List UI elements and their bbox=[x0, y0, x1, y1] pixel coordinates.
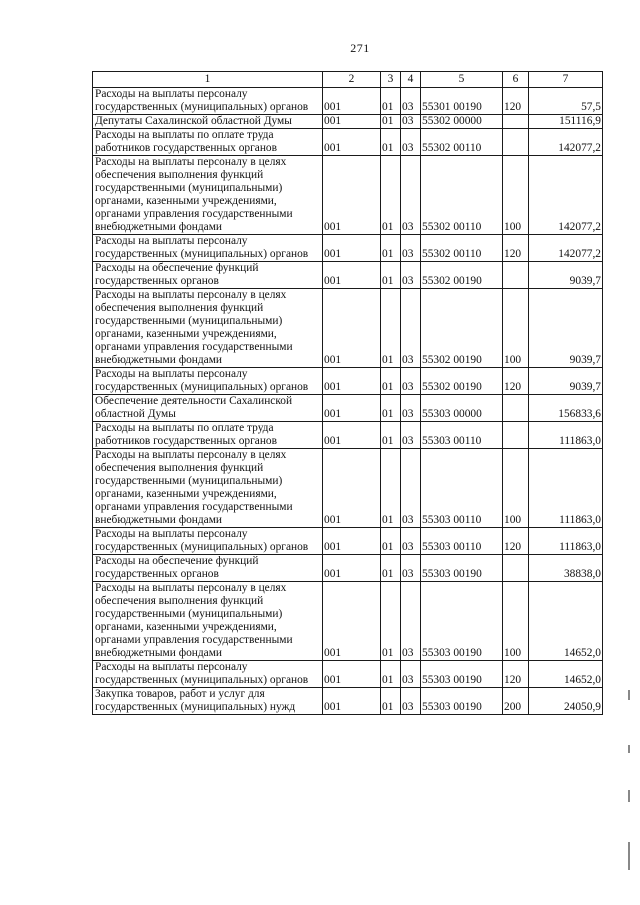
row-code-expense-type: 100 bbox=[503, 289, 529, 368]
row-code-subsection: 03 bbox=[401, 528, 421, 555]
row-code-target: 55303 00190 bbox=[421, 555, 503, 582]
row-code-subsection: 03 bbox=[401, 289, 421, 368]
scan-edge-mark bbox=[628, 842, 630, 870]
scan-edge-mark bbox=[628, 745, 630, 753]
table-row bbox=[93, 449, 603, 528]
row-code-section: 01 bbox=[381, 422, 401, 449]
row-code-ministry: 001 bbox=[323, 555, 381, 582]
row-name: Расходы на выплаты персоналу государственных (муниципальных) органов bbox=[93, 88, 323, 115]
row-code-section: 01 bbox=[381, 582, 401, 661]
row-code-section: 01 bbox=[381, 688, 401, 715]
row-code-expense-type: 200 bbox=[503, 688, 529, 715]
table-row bbox=[93, 88, 603, 115]
row-code-target: 55303 00190 bbox=[421, 582, 503, 661]
row-code-ministry: 001 bbox=[323, 661, 381, 688]
table-row bbox=[93, 262, 603, 289]
row-code-expense-type: 120 bbox=[503, 235, 529, 262]
row-code-section: 01 bbox=[381, 129, 401, 156]
row-name: Расходы на выплаты по оплате труда работников государственных органов bbox=[93, 422, 323, 449]
row-code-section: 01 bbox=[381, 368, 401, 395]
row-name: Расходы на обеспечение функций государственных органов bbox=[93, 555, 323, 582]
row-code-section: 01 bbox=[381, 235, 401, 262]
row-code-target: 55302 00110 bbox=[421, 235, 503, 262]
row-code-section: 01 bbox=[381, 395, 401, 422]
row-code-target: 55302 00000 bbox=[421, 115, 503, 129]
table-row bbox=[93, 688, 603, 715]
row-code-ministry: 001 bbox=[323, 422, 381, 449]
row-name: Расходы на выплаты персоналу государственных (муниципальных) органов bbox=[93, 368, 323, 395]
row-code-ministry: 001 bbox=[323, 289, 381, 368]
row-amount: 111863,0 bbox=[529, 422, 603, 449]
row-amount: 142077,2 bbox=[529, 156, 603, 235]
row-code-subsection: 03 bbox=[401, 422, 421, 449]
row-code-subsection: 03 bbox=[401, 129, 421, 156]
row-code-section: 01 bbox=[381, 555, 401, 582]
column-header: 7 bbox=[529, 72, 603, 88]
row-code-expense-type: 100 bbox=[503, 582, 529, 661]
row-code-target: 55303 00110 bbox=[421, 449, 503, 528]
row-code-subsection: 03 bbox=[401, 582, 421, 661]
table-row bbox=[93, 235, 603, 262]
row-code-target: 55302 00190 bbox=[421, 289, 503, 368]
row-name: Расходы на выплаты персоналу государственных (муниципальных) органов bbox=[93, 661, 323, 688]
row-name: Расходы на обеспечение функций государственных органов bbox=[93, 262, 323, 289]
row-code-ministry: 001 bbox=[323, 582, 381, 661]
row-code-target: 55302 00110 bbox=[421, 129, 503, 156]
row-name: Расходы на выплаты персоналу в целях обеспечения выполнения функций государственными (муниципальными) органами, казенными учреждениями, органами управления государственными внебюджетными фондами bbox=[93, 289, 323, 368]
row-name: Расходы на выплаты персоналу в целях обеспечения выполнения функций государственными (муниципальными) органами, казенными учреждениями, органами управления государственными внебюджетными фондами bbox=[93, 582, 323, 661]
row-code-ministry: 001 bbox=[323, 115, 381, 129]
row-code-expense-type bbox=[503, 262, 529, 289]
row-code-target: 55303 00110 bbox=[421, 528, 503, 555]
row-code-subsection: 03 bbox=[401, 262, 421, 289]
table-row bbox=[93, 156, 603, 235]
row-code-ministry: 001 bbox=[323, 129, 381, 156]
row-code-ministry: 001 bbox=[323, 688, 381, 715]
row-code-ministry: 001 bbox=[323, 235, 381, 262]
row-code-section: 01 bbox=[381, 528, 401, 555]
budget-table bbox=[92, 71, 603, 715]
column-header: 5 bbox=[421, 72, 503, 88]
row-name: Расходы на выплаты персоналу государственных (муниципальных) органов bbox=[93, 528, 323, 555]
row-name: Расходы на выплаты персоналу в целях обеспечения выполнения функций государственными (муниципальными) органами, казенными учреждениями, органами управления государственными внебюджетными фондами bbox=[93, 156, 323, 235]
row-code-ministry: 001 bbox=[323, 262, 381, 289]
row-amount: 142077,2 bbox=[529, 129, 603, 156]
scan-edge-mark bbox=[628, 790, 630, 802]
row-name: Расходы на выплаты по оплате труда работников государственных органов bbox=[93, 129, 323, 156]
row-code-ministry: 001 bbox=[323, 528, 381, 555]
row-amount: 38838,0 bbox=[529, 555, 603, 582]
row-code-target: 55303 00110 bbox=[421, 422, 503, 449]
row-code-subsection: 03 bbox=[401, 368, 421, 395]
row-code-expense-type bbox=[503, 555, 529, 582]
row-code-section: 01 bbox=[381, 115, 401, 129]
table-body bbox=[93, 72, 603, 715]
row-amount: 111863,0 bbox=[529, 528, 603, 555]
row-name: Расходы на выплаты персоналу государственных (муниципальных) органов bbox=[93, 235, 323, 262]
row-amount: 142077,2 bbox=[529, 235, 603, 262]
row-amount: 57,5 bbox=[529, 88, 603, 115]
row-code-expense-type bbox=[503, 395, 529, 422]
table-row bbox=[93, 422, 603, 449]
row-code-ministry: 001 bbox=[323, 449, 381, 528]
row-code-section: 01 bbox=[381, 661, 401, 688]
row-code-subsection: 03 bbox=[401, 115, 421, 129]
row-code-section: 01 bbox=[381, 156, 401, 235]
row-code-subsection: 03 bbox=[401, 156, 421, 235]
row-code-expense-type: 120 bbox=[503, 88, 529, 115]
row-code-ministry: 001 bbox=[323, 88, 381, 115]
table-row bbox=[93, 582, 603, 661]
row-code-target: 55303 00190 bbox=[421, 688, 503, 715]
row-code-expense-type bbox=[503, 129, 529, 156]
row-code-section: 01 bbox=[381, 449, 401, 528]
row-code-subsection: 03 bbox=[401, 449, 421, 528]
table-row bbox=[93, 555, 603, 582]
row-code-subsection: 03 bbox=[401, 395, 421, 422]
row-code-subsection: 03 bbox=[401, 661, 421, 688]
row-name: Закупка товаров, работ и услуг для государственных (муниципальных) нужд bbox=[93, 688, 323, 715]
row-code-subsection: 03 bbox=[401, 235, 421, 262]
row-code-subsection: 03 bbox=[401, 88, 421, 115]
row-code-target: 55303 00190 bbox=[421, 661, 503, 688]
row-code-ministry: 001 bbox=[323, 156, 381, 235]
row-code-expense-type bbox=[503, 422, 529, 449]
page-number: 271 bbox=[350, 41, 370, 55]
row-amount: 111863,0 bbox=[529, 449, 603, 528]
row-code-ministry: 001 bbox=[323, 368, 381, 395]
row-amount: 9039,7 bbox=[529, 289, 603, 368]
column-header: 2 bbox=[323, 72, 381, 88]
table-row bbox=[93, 289, 603, 368]
row-name: Расходы на выплаты персоналу в целях обеспечения выполнения функций государственными (муниципальными) органами, казенными учреждениями, органами управления государственными внебюджетными фондами bbox=[93, 449, 323, 528]
row-code-target: 55302 00190 bbox=[421, 368, 503, 395]
row-code-expense-type: 120 bbox=[503, 661, 529, 688]
row-code-expense-type: 120 bbox=[503, 368, 529, 395]
row-code-subsection: 03 bbox=[401, 555, 421, 582]
row-code-section: 01 bbox=[381, 289, 401, 368]
row-amount: 9039,7 bbox=[529, 368, 603, 395]
table-row bbox=[93, 661, 603, 688]
row-code-expense-type: 100 bbox=[503, 156, 529, 235]
row-amount: 24050,9 bbox=[529, 688, 603, 715]
row-code-target: 55302 00110 bbox=[421, 156, 503, 235]
row-amount: 14652,0 bbox=[529, 582, 603, 661]
table-row bbox=[93, 368, 603, 395]
column-header: 3 bbox=[381, 72, 401, 88]
column-header: 6 bbox=[503, 72, 529, 88]
row-code-expense-type: 120 bbox=[503, 528, 529, 555]
row-amount: 151116,9 bbox=[529, 115, 603, 129]
row-code-target: 55301 00190 bbox=[421, 88, 503, 115]
row-code-ministry: 001 bbox=[323, 395, 381, 422]
column-header: 4 bbox=[401, 72, 421, 88]
row-code-subsection: 03 bbox=[401, 688, 421, 715]
row-code-expense-type: 100 bbox=[503, 449, 529, 528]
row-amount: 156833,6 bbox=[529, 395, 603, 422]
row-amount: 14652,0 bbox=[529, 661, 603, 688]
row-code-section: 01 bbox=[381, 262, 401, 289]
row-code-expense-type bbox=[503, 115, 529, 129]
table-row bbox=[93, 395, 603, 422]
scan-edge-mark bbox=[628, 690, 630, 700]
row-amount: 9039,7 bbox=[529, 262, 603, 289]
row-name: Обеспечение деятельности Сахалинской областной Думы bbox=[93, 395, 323, 422]
table-row bbox=[93, 528, 603, 555]
table-row bbox=[93, 115, 603, 129]
row-code-section: 01 bbox=[381, 88, 401, 115]
row-code-target: 55302 00190 bbox=[421, 262, 503, 289]
column-header-row bbox=[93, 72, 603, 88]
row-name: Депутаты Сахалинской областной Думы bbox=[93, 115, 323, 129]
table-row bbox=[93, 129, 603, 156]
column-header: 1 bbox=[93, 72, 323, 88]
row-code-target: 55303 00000 bbox=[421, 395, 503, 422]
